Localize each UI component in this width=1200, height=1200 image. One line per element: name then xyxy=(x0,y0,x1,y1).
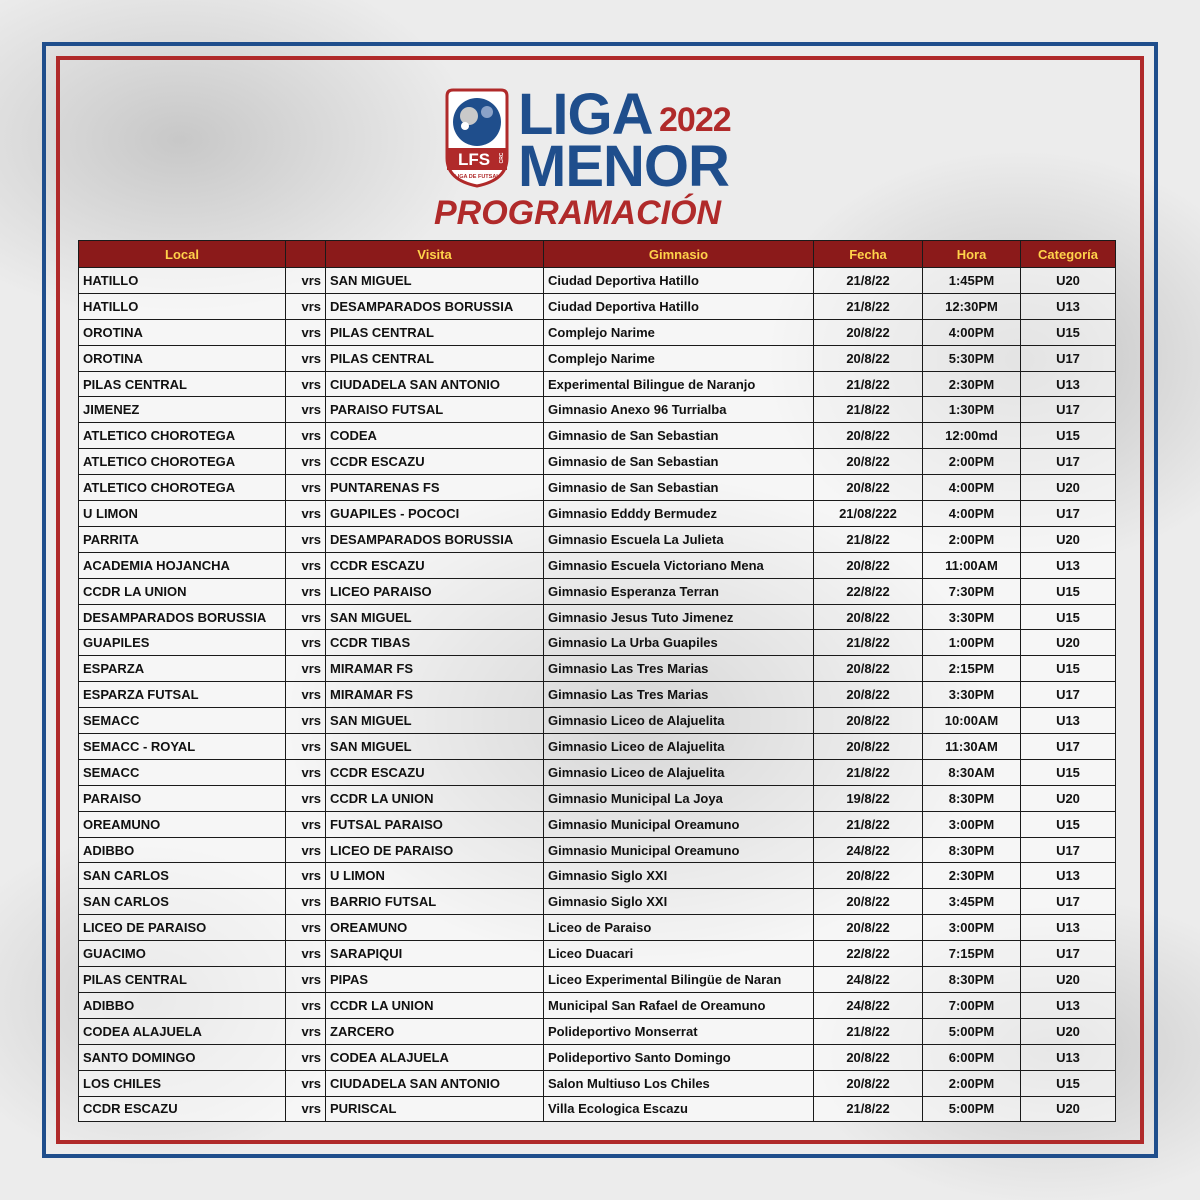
cell-gimnasio: Gimnasio de San Sebastian xyxy=(544,423,814,449)
cell-local: ADIBBO xyxy=(79,992,286,1018)
table-row xyxy=(79,992,1116,1018)
cell-vs: vrs xyxy=(286,941,326,967)
cell-hora: 11:30AM xyxy=(923,734,1021,760)
cell-visita: U LIMON xyxy=(326,863,544,889)
cell-categoria: U13 xyxy=(1021,552,1116,578)
cell-fecha: 21/8/22 xyxy=(814,268,923,294)
cell-fecha: 21/8/22 xyxy=(814,371,923,397)
cell-hora: 8:30AM xyxy=(923,759,1021,785)
cell-categoria: U20 xyxy=(1021,526,1116,552)
logo-text: LFS xyxy=(457,150,491,169)
cell-fecha: 22/8/22 xyxy=(814,941,923,967)
cell-vs: vrs xyxy=(286,449,326,475)
cell-visita: SAN MIGUEL xyxy=(326,734,544,760)
cell-visita: CIUDADELA SAN ANTONIO xyxy=(326,371,544,397)
cell-local: PILAS CENTRAL xyxy=(79,967,286,993)
cell-hora: 2:15PM xyxy=(923,656,1021,682)
cell-hora: 11:00AM xyxy=(923,552,1021,578)
cell-vs: vrs xyxy=(286,630,326,656)
cell-local: HATILLO xyxy=(79,293,286,319)
schedule-table xyxy=(78,240,1116,1122)
cell-gimnasio: Gimnasio Municipal Oreamuno xyxy=(544,837,814,863)
cell-gimnasio: Gimnasio Jesus Tuto Jimenez xyxy=(544,604,814,630)
cell-gimnasio: Gimnasio Liceo de Alajuelita xyxy=(544,734,814,760)
cell-categoria: U15 xyxy=(1021,319,1116,345)
cell-categoria: U15 xyxy=(1021,423,1116,449)
cell-fecha: 22/8/22 xyxy=(814,578,923,604)
table-row xyxy=(79,475,1116,501)
cell-vs: vrs xyxy=(286,656,326,682)
cell-gimnasio: Gimnasio de San Sebastian xyxy=(544,449,814,475)
cell-categoria: U17 xyxy=(1021,501,1116,527)
cell-local: SEMACC - ROYAL xyxy=(79,734,286,760)
cell-visita: PARAISO FUTSAL xyxy=(326,397,544,423)
cell-categoria: U20 xyxy=(1021,268,1116,294)
table-row xyxy=(79,915,1116,941)
cell-fecha: 20/8/22 xyxy=(814,319,923,345)
cell-gimnasio: Liceo de Paraiso xyxy=(544,915,814,941)
column-header-gimnasio: Gimnasio xyxy=(544,241,814,268)
cell-fecha: 21/8/22 xyxy=(814,759,923,785)
cell-hora: 6:00PM xyxy=(923,1044,1021,1070)
cell-local: PARRITA xyxy=(79,526,286,552)
cell-gimnasio: Complejo Narime xyxy=(544,345,814,371)
schedule-rows xyxy=(79,268,1116,1122)
cell-local: LICEO DE PARAISO xyxy=(79,915,286,941)
cell-local: JIMENEZ xyxy=(79,397,286,423)
cell-local: PILAS CENTRAL xyxy=(79,371,286,397)
cell-gimnasio: Gimnasio Liceo de Alajuelita xyxy=(544,708,814,734)
cell-fecha: 20/8/22 xyxy=(814,682,923,708)
page-title: PROGRAMACIÓN xyxy=(434,194,722,232)
cell-categoria: U17 xyxy=(1021,941,1116,967)
cell-categoria: U17 xyxy=(1021,345,1116,371)
cell-visita: PIPAS xyxy=(326,967,544,993)
cell-categoria: U20 xyxy=(1021,1096,1116,1122)
cell-gimnasio: Gimnasio de San Sebastian xyxy=(544,475,814,501)
cell-categoria: U17 xyxy=(1021,889,1116,915)
cell-hora: 2:30PM xyxy=(923,371,1021,397)
table-row xyxy=(79,501,1116,527)
cell-visita: LICEO DE PARAISO xyxy=(326,837,544,863)
cell-visita: CCDR LA UNION xyxy=(326,785,544,811)
league-logo xyxy=(441,88,513,188)
cell-fecha: 20/8/22 xyxy=(814,1070,923,1096)
cell-vs: vrs xyxy=(286,915,326,941)
cell-local: SAN CARLOS xyxy=(79,863,286,889)
cell-gimnasio: Municipal San Rafael de Oreamuno xyxy=(544,992,814,1018)
cell-fecha: 20/8/22 xyxy=(814,449,923,475)
cell-gimnasio: Gimnasio Las Tres Marias xyxy=(544,656,814,682)
cell-fecha: 21/8/22 xyxy=(814,526,923,552)
cell-hora: 2:00PM xyxy=(923,526,1021,552)
cell-hora: 2:00PM xyxy=(923,1070,1021,1096)
cell-categoria: U17 xyxy=(1021,397,1116,423)
cell-categoria: U15 xyxy=(1021,759,1116,785)
cell-hora: 1:45PM xyxy=(923,268,1021,294)
cell-local: U LIMON xyxy=(79,501,286,527)
column-header-fecha: Fecha xyxy=(814,241,923,268)
cell-categoria: U13 xyxy=(1021,1044,1116,1070)
cell-vs: vrs xyxy=(286,475,326,501)
cell-fecha: 24/8/22 xyxy=(814,967,923,993)
cell-hora: 12:30PM xyxy=(923,293,1021,319)
cell-gimnasio: Gimnasio Anexo 96 Turrialba xyxy=(544,397,814,423)
cell-local: ATLETICO CHOROTEGA xyxy=(79,449,286,475)
table-row xyxy=(79,785,1116,811)
cell-categoria: U13 xyxy=(1021,371,1116,397)
cell-visita: PUNTARENAS FS xyxy=(326,475,544,501)
cell-hora: 7:15PM xyxy=(923,941,1021,967)
table-row xyxy=(79,967,1116,993)
cell-visita: BARRIO FUTSAL xyxy=(326,889,544,915)
table-row xyxy=(79,863,1116,889)
cell-visita: SAN MIGUEL xyxy=(326,708,544,734)
cell-gimnasio: Ciudad Deportiva Hatillo xyxy=(544,293,814,319)
cell-categoria: U20 xyxy=(1021,785,1116,811)
cell-hora: 1:30PM xyxy=(923,397,1021,423)
table-row xyxy=(79,1070,1116,1096)
title-liga: LIGA xyxy=(518,82,653,147)
cell-fecha: 19/8/22 xyxy=(814,785,923,811)
cell-hora: 2:30PM xyxy=(923,863,1021,889)
column-header-vs xyxy=(286,241,326,268)
cell-visita: DESAMPARADOS BORUSSIA xyxy=(326,526,544,552)
cell-visita: CCDR TIBAS xyxy=(326,630,544,656)
cell-local: GUAPILES xyxy=(79,630,286,656)
cell-local: CCDR ESCAZU xyxy=(79,1096,286,1122)
cell-hora: 8:30PM xyxy=(923,785,1021,811)
cell-visita: CCDR ESCAZU xyxy=(326,759,544,785)
cell-visita: PILAS CENTRAL xyxy=(326,319,544,345)
cell-visita: CODEA ALAJUELA xyxy=(326,1044,544,1070)
cell-hora: 1:00PM xyxy=(923,630,1021,656)
cell-gimnasio: Gimnasio Edddy Bermudez xyxy=(544,501,814,527)
table-row xyxy=(79,449,1116,475)
cell-gimnasio: Gimnasio Escuela Victoriano Mena xyxy=(544,552,814,578)
cell-categoria: U13 xyxy=(1021,992,1116,1018)
cell-gimnasio: Gimnasio La Urba Guapiles xyxy=(544,630,814,656)
cell-vs: vrs xyxy=(286,1044,326,1070)
cell-hora: 5:30PM xyxy=(923,345,1021,371)
cell-gimnasio: Polideportivo Santo Domingo xyxy=(544,1044,814,1070)
cell-fecha: 21/8/22 xyxy=(814,293,923,319)
cell-local: OROTINA xyxy=(79,319,286,345)
cell-hora: 7:00PM xyxy=(923,992,1021,1018)
cell-gimnasio: Gimnasio Escuela La Julieta xyxy=(544,526,814,552)
cell-hora: 3:00PM xyxy=(923,915,1021,941)
cell-hora: 12:00md xyxy=(923,423,1021,449)
column-header-visita: Visita xyxy=(326,241,544,268)
cell-categoria: U20 xyxy=(1021,967,1116,993)
cell-local: CCDR LA UNION xyxy=(79,578,286,604)
cell-local: ESPARZA xyxy=(79,656,286,682)
cell-local: SAN CARLOS xyxy=(79,889,286,915)
cell-fecha: 24/8/22 xyxy=(814,992,923,1018)
cell-gimnasio: Gimnasio Municipal Oreamuno xyxy=(544,811,814,837)
cell-vs: vrs xyxy=(286,345,326,371)
cell-fecha: 20/8/22 xyxy=(814,863,923,889)
table-row xyxy=(79,656,1116,682)
table-row xyxy=(79,604,1116,630)
table-row xyxy=(79,837,1116,863)
table-row xyxy=(79,889,1116,915)
cell-local: OROTINA xyxy=(79,345,286,371)
cell-visita: CCDR LA UNION xyxy=(326,992,544,1018)
cell-fecha: 20/8/22 xyxy=(814,604,923,630)
cell-fecha: 20/8/22 xyxy=(814,656,923,682)
cell-gimnasio: Gimnasio Municipal La Joya xyxy=(544,785,814,811)
cell-fecha: 20/8/22 xyxy=(814,345,923,371)
cell-vs: vrs xyxy=(286,526,326,552)
column-header-hora: Hora xyxy=(923,241,1021,268)
cell-local: ESPARZA FUTSAL xyxy=(79,682,286,708)
cell-local: GUACIMO xyxy=(79,941,286,967)
cell-visita: SARAPIQUI xyxy=(326,941,544,967)
cell-categoria: U17 xyxy=(1021,449,1116,475)
cell-categoria: U13 xyxy=(1021,293,1116,319)
cell-fecha: 20/8/22 xyxy=(814,552,923,578)
table-row xyxy=(79,397,1116,423)
cell-fecha: 21/8/22 xyxy=(814,397,923,423)
cell-categoria: U17 xyxy=(1021,837,1116,863)
cell-local: DESAMPARADOS BORUSSIA xyxy=(79,604,286,630)
cell-vs: vrs xyxy=(286,552,326,578)
cell-local: HATILLO xyxy=(79,268,286,294)
table-row xyxy=(79,630,1116,656)
cell-categoria: U15 xyxy=(1021,656,1116,682)
cell-vs: vrs xyxy=(286,708,326,734)
table-row xyxy=(79,1018,1116,1044)
cell-gimnasio: Complejo Narime xyxy=(544,319,814,345)
cell-local: SEMACC xyxy=(79,759,286,785)
cell-hora: 2:00PM xyxy=(923,449,1021,475)
table-row xyxy=(79,682,1116,708)
cell-vs: vrs xyxy=(286,837,326,863)
cell-vs: vrs xyxy=(286,319,326,345)
table-row xyxy=(79,268,1116,294)
cell-local: ATLETICO CHOROTEGA xyxy=(79,475,286,501)
cell-vs: vrs xyxy=(286,889,326,915)
cell-fecha: 20/8/22 xyxy=(814,1044,923,1070)
cell-local: PARAISO xyxy=(79,785,286,811)
cell-fecha: 21/8/22 xyxy=(814,811,923,837)
cell-fecha: 21/8/22 xyxy=(814,630,923,656)
cell-local: ATLETICO CHOROTEGA xyxy=(79,423,286,449)
cell-categoria: U15 xyxy=(1021,604,1116,630)
cell-categoria: U13 xyxy=(1021,708,1116,734)
cell-hora: 3:30PM xyxy=(923,604,1021,630)
cell-fecha: 20/8/22 xyxy=(814,889,923,915)
column-header-categoria: Categoría xyxy=(1021,241,1116,268)
cell-categoria: U15 xyxy=(1021,578,1116,604)
column-header-local: Local xyxy=(79,241,286,268)
cell-vs: vrs xyxy=(286,268,326,294)
table-row xyxy=(79,941,1116,967)
cell-hora: 4:00PM xyxy=(923,475,1021,501)
cell-hora: 5:00PM xyxy=(923,1018,1021,1044)
cell-categoria: U13 xyxy=(1021,915,1116,941)
cell-gimnasio: Gimnasio Las Tres Marias xyxy=(544,682,814,708)
table-row xyxy=(79,319,1116,345)
cell-vs: vrs xyxy=(286,397,326,423)
cell-fecha: 20/8/22 xyxy=(814,915,923,941)
cell-categoria: U17 xyxy=(1021,734,1116,760)
logo-side-text: CRC xyxy=(499,152,505,164)
table-row xyxy=(79,552,1116,578)
cell-vs: vrs xyxy=(286,1096,326,1122)
cell-visita: CCDR ESCAZU xyxy=(326,552,544,578)
cell-vs: vrs xyxy=(286,967,326,993)
table-row xyxy=(79,1096,1116,1122)
cell-visita: OREAMUNO xyxy=(326,915,544,941)
table-row xyxy=(79,734,1116,760)
cell-visita: FUTSAL PARAISO xyxy=(326,811,544,837)
cell-hora: 4:00PM xyxy=(923,501,1021,527)
cell-hora: 5:00PM xyxy=(923,1096,1021,1122)
cell-fecha: 21/08/222 xyxy=(814,501,923,527)
cell-vs: vrs xyxy=(286,293,326,319)
cell-gimnasio: Liceo Experimental Bilingüe de Naran xyxy=(544,967,814,993)
title-year: 2022 xyxy=(659,101,731,139)
cell-vs: vrs xyxy=(286,604,326,630)
cell-vs: vrs xyxy=(286,1018,326,1044)
cell-vs: vrs xyxy=(286,1070,326,1096)
cell-vs: vrs xyxy=(286,785,326,811)
cell-gimnasio: Gimnasio Esperanza Terran xyxy=(544,578,814,604)
cell-gimnasio: Villa Ecologica Escazu xyxy=(544,1096,814,1122)
table-row xyxy=(79,345,1116,371)
cell-vs: vrs xyxy=(286,734,326,760)
cell-categoria: U13 xyxy=(1021,863,1116,889)
cell-local: ADIBBO xyxy=(79,837,286,863)
cell-local: OREAMUNO xyxy=(79,811,286,837)
cell-gimnasio: Gimnasio Liceo de Alajuelita xyxy=(544,759,814,785)
cell-local: SANTO DOMINGO xyxy=(79,1044,286,1070)
logo-subtext: LIGA DE FUTSAL xyxy=(454,174,500,180)
cell-gimnasio: Salon Multiuso Los Chiles xyxy=(544,1070,814,1096)
cell-gimnasio: Liceo Duacari xyxy=(544,941,814,967)
cell-hora: 3:30PM xyxy=(923,682,1021,708)
cell-categoria: U15 xyxy=(1021,1070,1116,1096)
cell-local: LOS CHILES xyxy=(79,1070,286,1096)
cell-fecha: 21/8/22 xyxy=(814,1018,923,1044)
cell-fecha: 21/8/22 xyxy=(814,1096,923,1122)
cell-local: ACADEMIA HOJANCHA xyxy=(79,552,286,578)
cell-visita: ZARCERO xyxy=(326,1018,544,1044)
table-row xyxy=(79,578,1116,604)
cell-gimnasio: Gimnasio Siglo XXI xyxy=(544,889,814,915)
cell-hora: 3:00PM xyxy=(923,811,1021,837)
cell-visita: MIRAMAR FS xyxy=(326,682,544,708)
cell-vs: vrs xyxy=(286,371,326,397)
cell-gimnasio: Gimnasio Siglo XXI xyxy=(544,863,814,889)
cell-hora: 8:30PM xyxy=(923,837,1021,863)
cell-fecha: 20/8/22 xyxy=(814,734,923,760)
cell-local: SEMACC xyxy=(79,708,286,734)
cell-hora: 10:00AM xyxy=(923,708,1021,734)
cell-gimnasio: Experimental Bilingue de Naranjo xyxy=(544,371,814,397)
cell-vs: vrs xyxy=(286,992,326,1018)
cell-categoria: U15 xyxy=(1021,811,1116,837)
cell-visita: CODEA xyxy=(326,423,544,449)
cell-categoria: U20 xyxy=(1021,475,1116,501)
cell-gimnasio: Ciudad Deportiva Hatillo xyxy=(544,268,814,294)
cell-vs: vrs xyxy=(286,759,326,785)
cell-fecha: 20/8/22 xyxy=(814,475,923,501)
cell-fecha: 24/8/22 xyxy=(814,837,923,863)
table-header-row xyxy=(79,241,1116,268)
cell-categoria: U20 xyxy=(1021,1018,1116,1044)
cell-visita: CCDR ESCAZU xyxy=(326,449,544,475)
cell-hora: 8:30PM xyxy=(923,967,1021,993)
cell-visita: PILAS CENTRAL xyxy=(326,345,544,371)
cell-vs: vrs xyxy=(286,423,326,449)
cell-vs: vrs xyxy=(286,863,326,889)
cell-vs: vrs xyxy=(286,682,326,708)
cell-visita: SAN MIGUEL xyxy=(326,268,544,294)
cell-hora: 7:30PM xyxy=(923,578,1021,604)
cell-visita: GUAPILES - POCOCI xyxy=(326,501,544,527)
table-row xyxy=(79,708,1116,734)
cell-vs: vrs xyxy=(286,811,326,837)
table-row xyxy=(79,293,1116,319)
table-row xyxy=(79,423,1116,449)
cell-visita: SAN MIGUEL xyxy=(326,604,544,630)
cell-visita: CIUDADELA SAN ANTONIO xyxy=(326,1070,544,1096)
cell-hora: 3:45PM xyxy=(923,889,1021,915)
cell-vs: vrs xyxy=(286,578,326,604)
cell-visita: LICEO PARAISO xyxy=(326,578,544,604)
cell-categoria: U17 xyxy=(1021,682,1116,708)
cell-gimnasio: Polideportivo Monserrat xyxy=(544,1018,814,1044)
table-row xyxy=(79,1044,1116,1070)
cell-fecha: 20/8/22 xyxy=(814,708,923,734)
cell-hora: 4:00PM xyxy=(923,319,1021,345)
cell-local: CODEA ALAJUELA xyxy=(79,1018,286,1044)
cell-fecha: 20/8/22 xyxy=(814,423,923,449)
table-row xyxy=(79,371,1116,397)
cell-vs: vrs xyxy=(286,501,326,527)
table-row xyxy=(79,526,1116,552)
title-menor: MENOR xyxy=(518,134,729,199)
cell-categoria: U20 xyxy=(1021,630,1116,656)
cell-visita: MIRAMAR FS xyxy=(326,656,544,682)
cell-visita: PURISCAL xyxy=(326,1096,544,1122)
cell-visita: DESAMPARADOS BORUSSIA xyxy=(326,293,544,319)
table-row xyxy=(79,759,1116,785)
table-row xyxy=(79,811,1116,837)
